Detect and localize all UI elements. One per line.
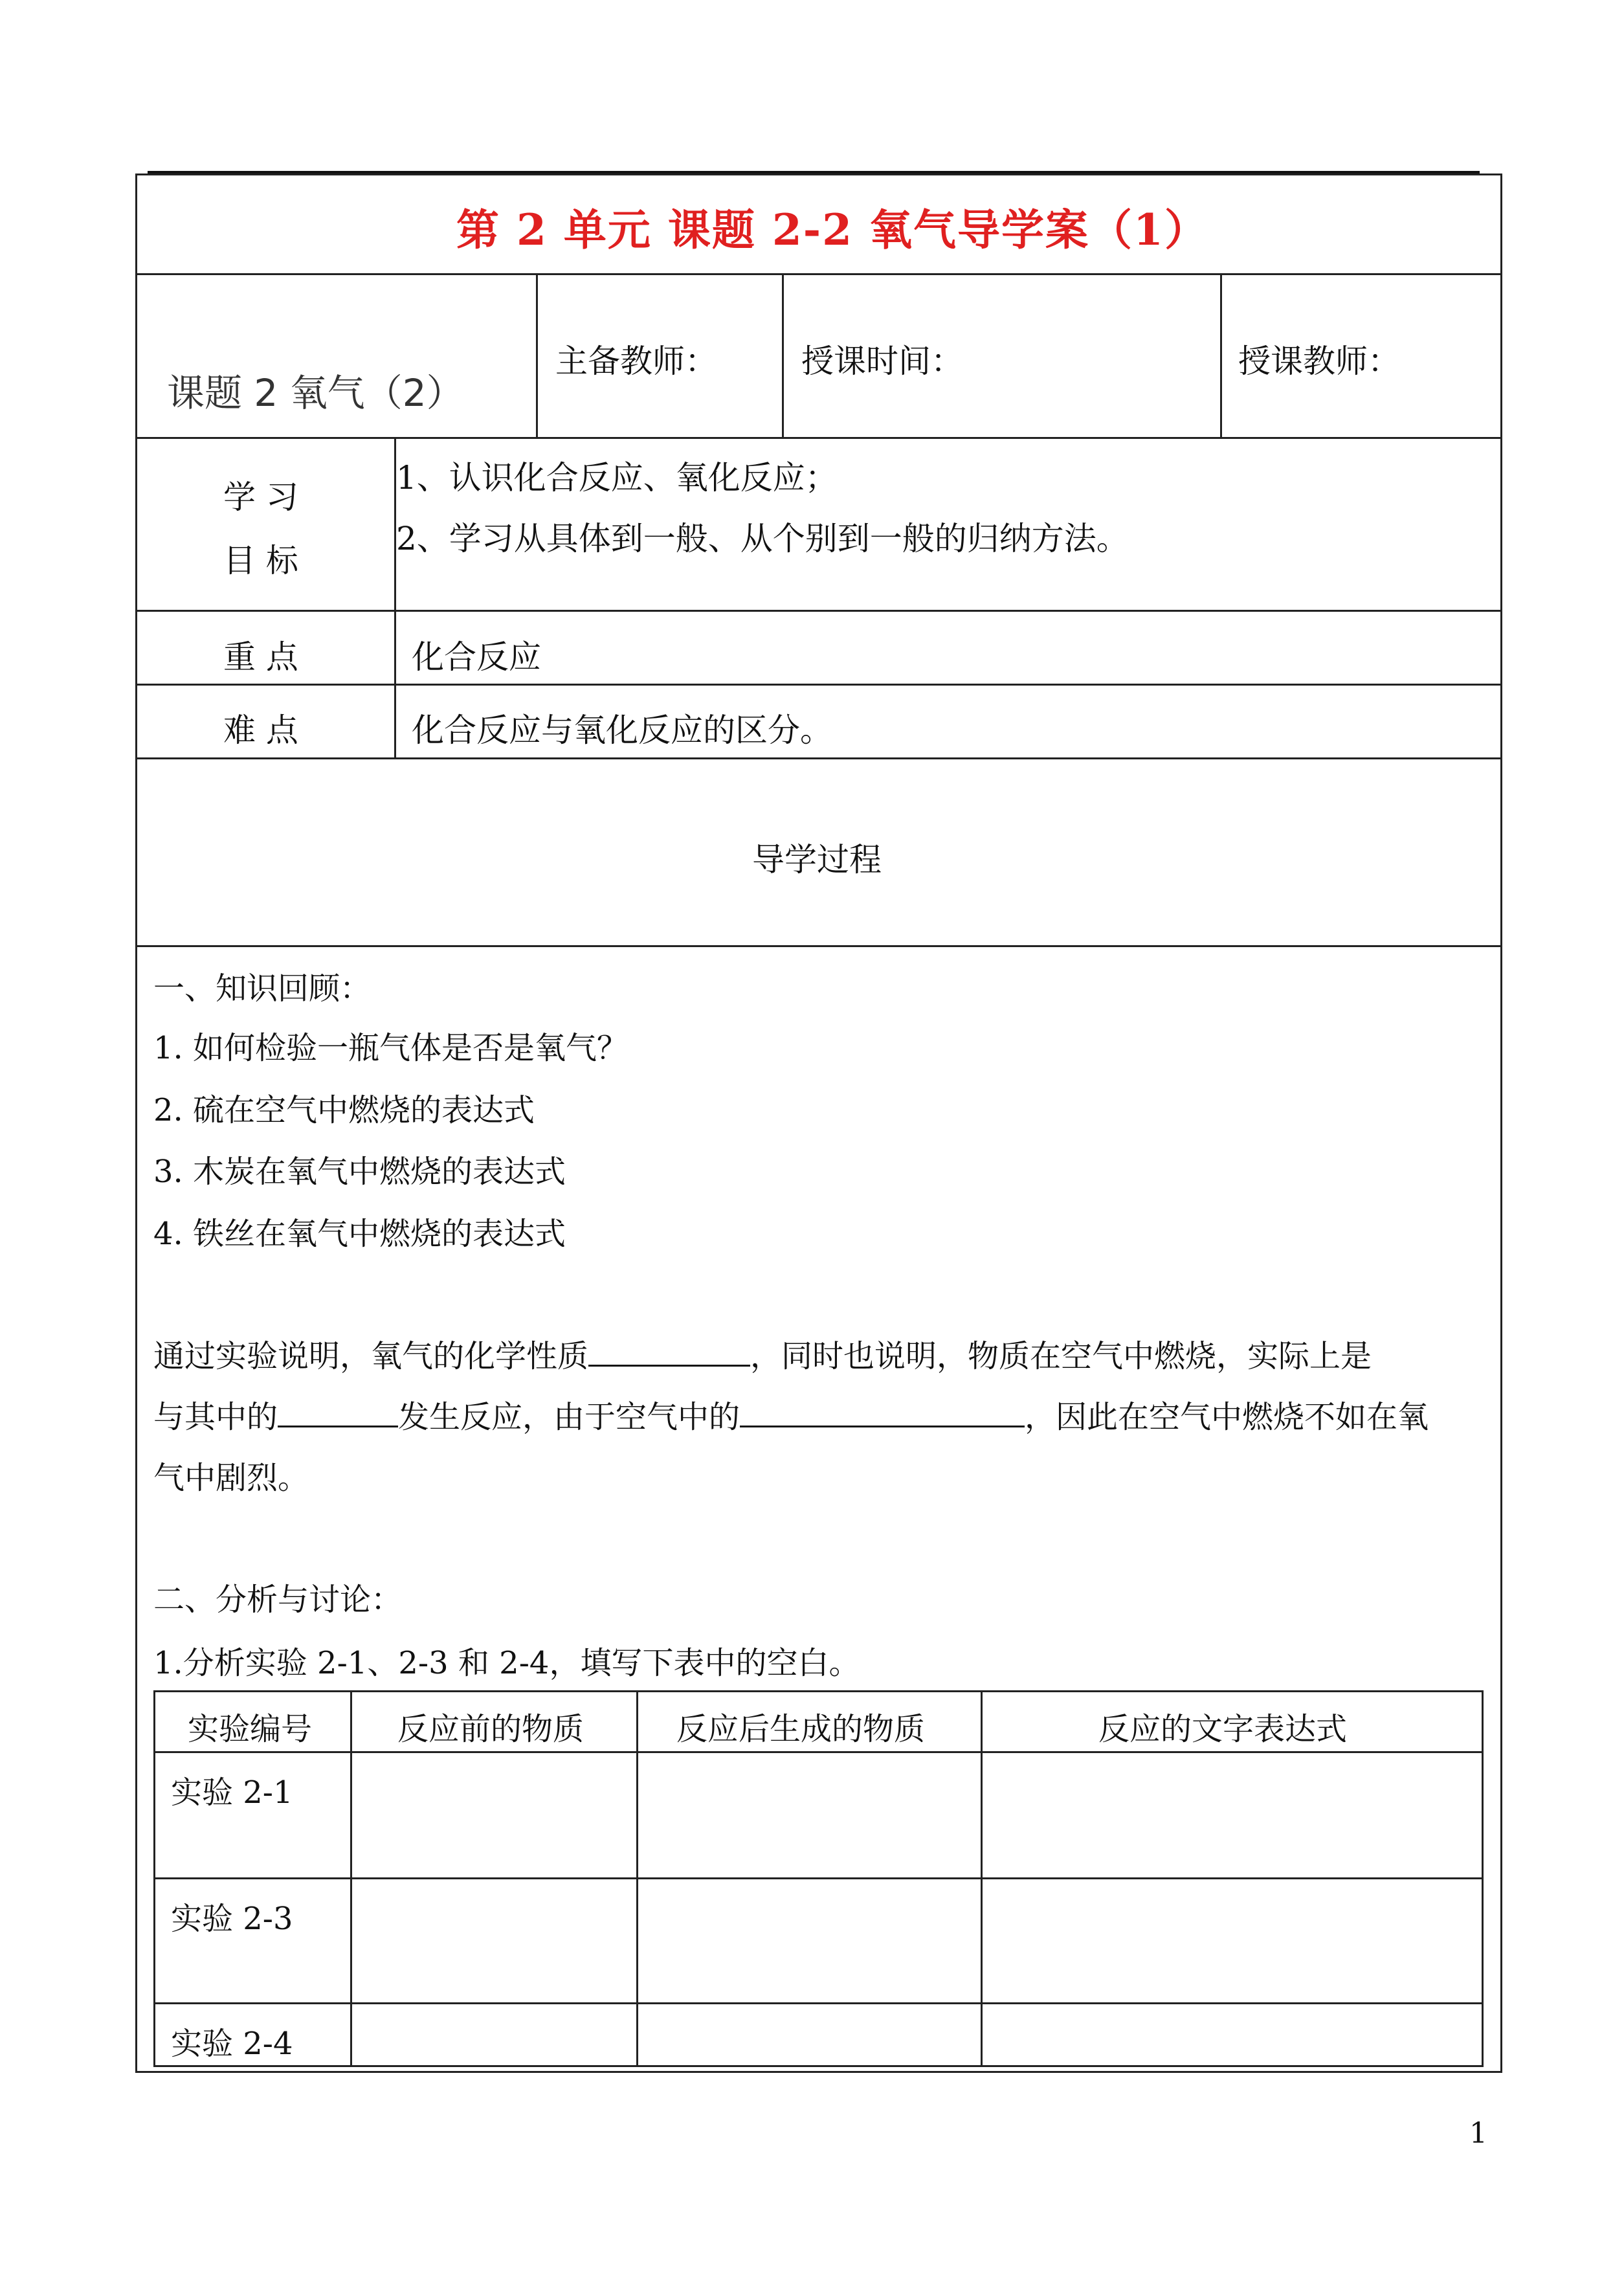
- divider: [153, 1877, 1484, 1879]
- divider: [636, 1690, 638, 2067]
- difficulty-text: 化合反应与氧化反应的区分。: [412, 711, 832, 749]
- table-header-word-equation: 反应的文字表达式: [1098, 1711, 1348, 1747]
- text: ，因此在空气中燃烧不如在氧: [1025, 1399, 1429, 1435]
- lesson-time-label: 授课时间：: [801, 342, 963, 380]
- text: 与其中的: [153, 1399, 278, 1435]
- review-item-4: 4. 铁丝在氧气中燃烧的表达式: [153, 1216, 566, 1252]
- divider: [782, 273, 784, 437]
- lead-teacher-label: 主备教师：: [555, 342, 717, 380]
- blank-air-component[interactable]: [740, 1397, 1025, 1427]
- teacher-label: 授课教师：: [1238, 342, 1400, 380]
- divider: [153, 2002, 1484, 2004]
- review-paragraph-line-2: [153, 1392, 1429, 1437]
- review-item-3: 3. 木炭在氧气中燃烧的表达式: [153, 1154, 566, 1190]
- key-point-label: 重 点: [223, 638, 298, 676]
- table-row-label-2-4: 实验 2-4: [171, 2026, 293, 2062]
- blank-chemical-property[interactable]: [588, 1336, 750, 1367]
- divider: [135, 945, 1502, 947]
- review-item-1: 1. 如何检验一瓶气体是否是氧气？: [153, 1030, 628, 1066]
- divider: [135, 610, 1502, 612]
- table-row-label-2-1: 实验 2-1: [171, 1774, 293, 1811]
- review-paragraph-line-1: [153, 1331, 1372, 1376]
- text: 通过实验说明，氧气的化学性质: [153, 1338, 589, 1374]
- key-point-text: 化合反应: [412, 638, 541, 676]
- text: ，同时也说明，物质在空气中燃烧，实际上是: [750, 1338, 1372, 1374]
- divider: [153, 1690, 155, 2067]
- table-header-products: 反应后生成的物质: [676, 1711, 926, 1747]
- frame-right: [1500, 173, 1502, 2073]
- divider: [153, 2065, 1484, 2067]
- divider: [135, 273, 1502, 275]
- divider: [1482, 1690, 1484, 2067]
- objectives-label-2: 目 标: [223, 542, 298, 579]
- review-paragraph-line-3: 气中剧烈。: [153, 1460, 309, 1496]
- divider: [135, 757, 1502, 759]
- divider: [135, 437, 1502, 439]
- frame-left: [135, 173, 137, 2073]
- divider: [135, 684, 1502, 686]
- objectives-label-1: 学 习: [223, 478, 298, 516]
- frame-bottom: [135, 2071, 1502, 2073]
- table-row-label-2-3: 实验 2-3: [171, 1901, 293, 1937]
- process-heading: 导学过程: [752, 841, 882, 878]
- page-number: 1: [1469, 2117, 1487, 2150]
- objective-item-2: 2、学习从具体到一般、从个别到一般的归纳方法。: [396, 520, 1129, 557]
- divider: [153, 1751, 1484, 1753]
- divider: [1220, 273, 1222, 437]
- table-header-reactants: 反应前的物质: [397, 1711, 584, 1747]
- discussion-heading: 二、分析与讨论：: [153, 1582, 403, 1618]
- review-heading: 一、知识回顾：: [153, 970, 372, 1007]
- discussion-instruction: 1.分析实验 2-1、2-3 和 2-4，填写下表中的空白。: [153, 1645, 860, 1681]
- lesson-title: 课题 2 氧气（2）: [167, 371, 464, 415]
- divider: [153, 1690, 1484, 1692]
- blank-reactant[interactable]: [278, 1397, 398, 1427]
- text: 发生反应，由于空气中的: [398, 1399, 740, 1435]
- page-title: 第 2 单元 课题 2-2 氧气导学案（1）: [456, 205, 1208, 255]
- divider: [536, 273, 538, 437]
- divider: [981, 1690, 983, 2067]
- review-item-2: 2. 硫在空气中燃烧的表达式: [153, 1092, 535, 1128]
- difficulty-label: 难 点: [223, 711, 298, 749]
- frame-top: [135, 173, 1502, 175]
- table-header-experiment-no: 实验编号: [188, 1711, 313, 1747]
- divider: [350, 1690, 352, 2067]
- objective-item-1: 1、认识化合反应、氧化反应；: [396, 459, 838, 497]
